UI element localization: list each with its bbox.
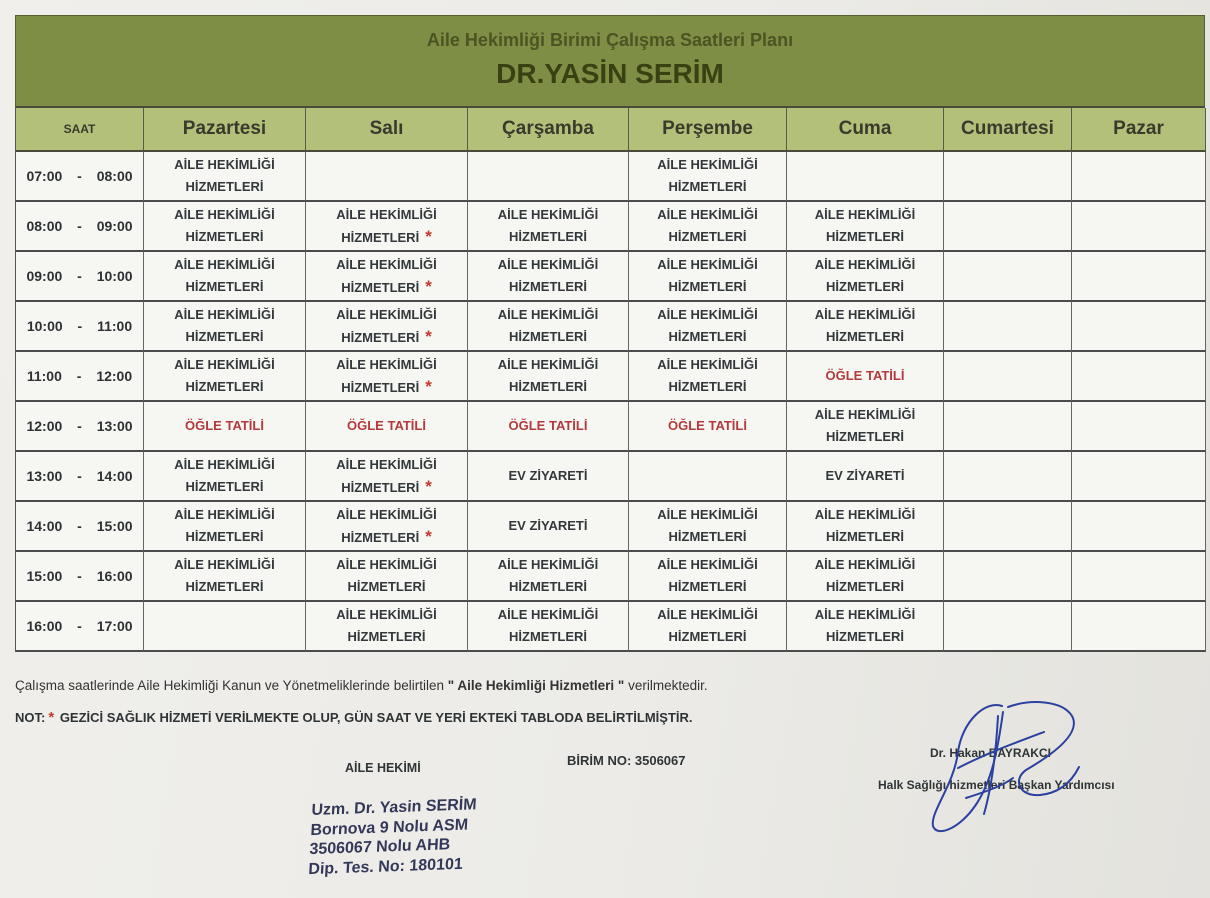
mobile-service-mark: * bbox=[425, 476, 432, 496]
cell-text: AİLE HEKİMLİĞİ bbox=[497, 307, 599, 322]
schedule-cell-cuma bbox=[787, 202, 944, 252]
cell-line bbox=[509, 326, 587, 348]
lunch-break-text: ÖĞLE TATİLİ bbox=[508, 418, 588, 433]
cell-line bbox=[509, 226, 587, 248]
cell-line bbox=[509, 626, 587, 648]
cell-text: HİZMETLERİ bbox=[826, 629, 904, 644]
cell-line bbox=[509, 415, 588, 437]
column-header-carsamba: Çarşamba bbox=[468, 108, 629, 152]
schedule-cell-pazartesi bbox=[144, 352, 306, 402]
schedule-cell-persembe bbox=[629, 402, 787, 452]
cell-text: HİZMETLERİ bbox=[668, 379, 747, 394]
cell-text: HİZMETLERİ bbox=[341, 479, 420, 495]
schedule-cell-pazartesi bbox=[144, 402, 306, 452]
schedule-cell-sali bbox=[306, 502, 468, 552]
schedule-cell-cuma bbox=[787, 252, 944, 302]
cell-line bbox=[669, 326, 747, 348]
cell-line bbox=[186, 226, 264, 248]
schedule-cell-persembe bbox=[629, 552, 787, 602]
cell-text: AİLE HEKİMLİĞİ bbox=[336, 256, 437, 272]
mobile-service-note bbox=[15, 709, 693, 726]
cell-text: AİLE HEKİMLİĞİ bbox=[814, 257, 916, 272]
cell-text: AİLE HEKİMLİĞİ bbox=[657, 607, 758, 622]
schedule-cell-cumartesi bbox=[944, 252, 1072, 302]
cell-line bbox=[498, 204, 598, 226]
cell-text: AİLE HEKİMLİĞİ bbox=[336, 206, 437, 222]
cell-line bbox=[186, 576, 264, 598]
schedule-cell-carsamba bbox=[468, 352, 629, 402]
schedule-cell-sali bbox=[306, 152, 468, 202]
cell-text: HİZMETLERİ bbox=[341, 329, 420, 345]
schedule-cell-pazar bbox=[1072, 402, 1206, 452]
cell-line bbox=[657, 504, 757, 526]
schedule-cell-pazartesi bbox=[144, 302, 306, 352]
mobile-service-mark: * bbox=[425, 226, 432, 246]
cell-line bbox=[826, 426, 904, 448]
cell-text: AİLE HEKİMLİĞİ bbox=[336, 356, 437, 372]
cell-text: AİLE HEKİMLİĞİ bbox=[814, 207, 916, 222]
schedule-cell-cuma bbox=[787, 402, 944, 452]
cell-line bbox=[826, 576, 904, 598]
cell-line bbox=[186, 526, 264, 548]
cell-text: HİZMETLERİ bbox=[826, 279, 904, 294]
cell-text: HİZMETLERİ bbox=[341, 379, 420, 395]
cell-line bbox=[348, 626, 426, 648]
cell-text: HİZMETLERİ bbox=[668, 579, 747, 594]
cell-line bbox=[657, 154, 757, 176]
cell-line bbox=[826, 526, 904, 548]
cell-line bbox=[186, 276, 264, 298]
cell-text: AİLE HEKİMLİĞİ bbox=[657, 357, 758, 372]
schedule-cell-pazartesi bbox=[144, 602, 306, 652]
cell-line bbox=[174, 154, 274, 176]
cell-text: AİLE HEKİMLİĞİ bbox=[174, 207, 275, 222]
cell-line bbox=[336, 204, 436, 226]
schedule-cell-sali bbox=[306, 552, 468, 602]
cell-text: HİZMETLERİ bbox=[509, 229, 587, 244]
schedule-cell-carsamba bbox=[468, 202, 629, 252]
cell-line bbox=[657, 554, 757, 576]
cell-text: HİZMETLERİ bbox=[509, 379, 587, 394]
cell-line bbox=[509, 376, 587, 398]
cell-text: HİZMETLERİ bbox=[185, 329, 264, 344]
mobile-service-mark: * bbox=[425, 326, 432, 346]
schedule-cell-cuma bbox=[787, 502, 944, 552]
stamp-line: 3506067 Nolu AHB bbox=[309, 836, 451, 859]
cell-text: AİLE HEKİMLİĞİ bbox=[174, 157, 275, 172]
lunch-break-text: ÖĞLE TATİLİ bbox=[825, 368, 905, 383]
schedule-cell-pazar bbox=[1072, 352, 1206, 402]
schedule-cell-pazar bbox=[1072, 152, 1206, 202]
schedule-cell-sali bbox=[306, 302, 468, 352]
schedule-document bbox=[15, 15, 1205, 652]
schedule-cell-pazar bbox=[1072, 252, 1206, 302]
schedule-cell-cumartesi bbox=[944, 302, 1072, 352]
cell-text: AİLE HEKİMLİĞİ bbox=[174, 257, 275, 272]
schedule-cell-carsamba bbox=[468, 452, 629, 502]
cell-line bbox=[336, 454, 436, 476]
cell-line bbox=[657, 204, 757, 226]
cell-line bbox=[498, 604, 598, 626]
cell-line bbox=[174, 204, 274, 226]
cell-text: HİZMETLERİ bbox=[826, 229, 904, 244]
cell-text: HİZMETLERİ bbox=[347, 629, 426, 644]
schedule-cell-carsamba bbox=[468, 252, 629, 302]
cell-line bbox=[498, 554, 598, 576]
stamp-line: Bornova 9 Nolu ASM bbox=[310, 816, 469, 839]
schedule-cell-pazartesi bbox=[144, 202, 306, 252]
cell-text: AİLE HEKİMLİĞİ bbox=[497, 607, 599, 622]
document-title: Aile Hekimliği Birimi Çalışma Saatleri Planı bbox=[426, 30, 794, 50]
cell-line bbox=[341, 376, 432, 399]
cell-text: AİLE HEKİMLİĞİ bbox=[814, 557, 916, 572]
time-cell: 12:00 - 13:00 bbox=[16, 402, 144, 452]
unit-number: BİRİM NO: 3506067 bbox=[567, 753, 686, 768]
schedule-cell-pazar bbox=[1072, 502, 1206, 552]
schedule-cell-cumartesi bbox=[944, 602, 1072, 652]
schedule-cell-pazar bbox=[1072, 302, 1206, 352]
stamp-line: Uzm. Dr. Yasin SERİM bbox=[311, 796, 477, 820]
cell-line bbox=[669, 276, 747, 298]
schedule-cell-sali bbox=[306, 252, 468, 302]
official-title: Halk Sağlığı hizmetleri Başkan Yardımcısı bbox=[878, 778, 1115, 792]
cell-line bbox=[336, 354, 436, 376]
cell-line bbox=[341, 476, 432, 499]
cell-line bbox=[336, 504, 436, 526]
cell-line bbox=[498, 254, 598, 276]
cell-text: AİLE HEKİMLİĞİ bbox=[497, 257, 599, 272]
cell-text: HİZMETLERİ bbox=[185, 229, 264, 244]
cell-text: AİLE HEKİMLİĞİ bbox=[657, 207, 758, 222]
cell-line bbox=[815, 204, 915, 226]
schedule-cell-pazar bbox=[1072, 552, 1206, 602]
schedule-cell-sali bbox=[306, 402, 468, 452]
time-cell: 13:00 - 14:00 bbox=[16, 452, 144, 502]
stamp-line: Dip. Tes. No: 180101 bbox=[307, 855, 464, 878]
mobile-service-mark: * bbox=[425, 376, 432, 396]
cell-line bbox=[669, 626, 747, 648]
cell-text: HİZMETLERİ bbox=[509, 629, 587, 644]
cell-text: AİLE HEKİMLİĞİ bbox=[336, 557, 437, 572]
cell-text: HİZMETLERİ bbox=[509, 279, 587, 294]
cell-text: AİLE HEKİMLİĞİ bbox=[814, 507, 916, 522]
cell-text: HİZMETLERİ bbox=[826, 579, 904, 594]
schedule-cell-cumartesi bbox=[944, 152, 1072, 202]
schedule-cell-persembe bbox=[629, 352, 787, 402]
schedule-cell-sali bbox=[306, 452, 468, 502]
schedule-cell-cumartesi bbox=[944, 502, 1072, 552]
schedule-cell-pazartesi bbox=[144, 152, 306, 202]
cell-line bbox=[336, 254, 436, 276]
cell-text: HİZMETLERİ bbox=[668, 629, 747, 644]
cell-text: HİZMETLERİ bbox=[341, 529, 420, 545]
schedule-cell-persembe bbox=[629, 152, 787, 202]
official-name: Dr. Hakan BAYRAKCI bbox=[930, 746, 1051, 760]
cell-line bbox=[657, 254, 757, 276]
doctor-name: DR.YASİN SERİM bbox=[496, 58, 724, 89]
schedule-cell-cumartesi bbox=[944, 552, 1072, 602]
cell-text: AİLE HEKİMLİĞİ bbox=[174, 307, 275, 322]
time-cell: 08:00 - 09:00 bbox=[16, 202, 144, 252]
cell-line bbox=[174, 304, 274, 326]
cell-line bbox=[509, 515, 588, 537]
cell-line bbox=[186, 376, 264, 398]
schedule-cell-pazar bbox=[1072, 452, 1206, 502]
schedule-cell-carsamba bbox=[468, 302, 629, 352]
cell-line bbox=[815, 604, 915, 626]
not-text: GEZİCİ SAĞLIK HİZMETİ VERİLMEKTE OLUP, GÜN SAAT VE YERİ EKTEKİ TABLODA BELİRTİLMİŞTİR. bbox=[59, 710, 693, 725]
schedule-cell-cumartesi bbox=[944, 352, 1072, 402]
service-note-bold: " Aile Hekimliği Hizmetleri " bbox=[447, 678, 625, 693]
schedule-cell-sali bbox=[306, 352, 468, 402]
cell-line bbox=[186, 176, 264, 198]
lunch-break-text: ÖĞLE TATİLİ bbox=[347, 418, 426, 433]
cell-text: AİLE HEKİMLİĞİ bbox=[657, 557, 758, 572]
cell-line bbox=[657, 604, 757, 626]
schedule-cell-persembe bbox=[629, 252, 787, 302]
cell-text: AİLE HEKİMLİĞİ bbox=[497, 357, 599, 372]
cell-line bbox=[174, 504, 274, 526]
cell-line bbox=[336, 554, 436, 576]
column-header-pazar: Pazar bbox=[1072, 108, 1206, 152]
cell-line bbox=[174, 454, 274, 476]
schedule-cell-cuma bbox=[787, 552, 944, 602]
cell-line bbox=[498, 354, 598, 376]
time-cell: 14:00 - 15:00 bbox=[16, 502, 144, 552]
cell-line bbox=[826, 626, 904, 648]
cell-text: AİLE HEKİMLİĞİ bbox=[174, 457, 275, 472]
cell-line bbox=[669, 376, 747, 398]
cell-text: AİLE HEKİMLİĞİ bbox=[657, 307, 758, 322]
cell-text: AİLE HEKİMLİĞİ bbox=[657, 157, 758, 172]
schedule-cell-carsamba bbox=[468, 152, 629, 202]
cell-line bbox=[348, 576, 426, 598]
schedule-cell-persembe bbox=[629, 202, 787, 252]
schedule-cell-pazar bbox=[1072, 602, 1206, 652]
schedule-cell-pazartesi bbox=[144, 552, 306, 602]
cell-text: HİZMETLERİ bbox=[185, 579, 264, 594]
time-cell: 10:00 - 11:00 bbox=[16, 302, 144, 352]
cell-text: HİZMETLERİ bbox=[826, 429, 904, 444]
schedule-cell-persembe bbox=[629, 602, 787, 652]
cell-text: HİZMETLERİ bbox=[185, 379, 264, 394]
cell-line bbox=[669, 526, 747, 548]
cell-text: HİZMETLERİ bbox=[668, 179, 747, 194]
schedule-cell-cumartesi bbox=[944, 202, 1072, 252]
cell-line bbox=[341, 226, 432, 249]
schedule-cell-persembe bbox=[629, 302, 787, 352]
column-header-pazartesi: Pazartesi bbox=[144, 108, 306, 152]
not-label: NOT: bbox=[15, 710, 46, 725]
schedule-cell-carsamba bbox=[468, 602, 629, 652]
cell-text: EV ZİYARETİ bbox=[508, 518, 588, 533]
header-band bbox=[15, 15, 1205, 108]
cell-text: HİZMETLERİ bbox=[668, 329, 747, 344]
cell-text: HİZMETLERİ bbox=[509, 579, 587, 594]
schedule-cell-sali bbox=[306, 602, 468, 652]
cell-text: AİLE HEKİMLİĞİ bbox=[336, 456, 437, 472]
cell-text: HİZMETLERİ bbox=[826, 529, 904, 544]
cell-text: HİZMETLERİ bbox=[185, 179, 264, 194]
schedule-cell-cuma bbox=[787, 452, 944, 502]
cell-line bbox=[174, 254, 274, 276]
family-doctor-label: AİLE HEKİMİ bbox=[345, 761, 421, 775]
time-cell: 15:00 - 16:00 bbox=[16, 552, 144, 602]
cell-text: AİLE HEKİMLİĞİ bbox=[336, 607, 437, 622]
column-header-persembe: Perşembe bbox=[629, 108, 787, 152]
time-cell: 09:00 - 10:00 bbox=[16, 252, 144, 302]
cell-text: EV ZİYARETİ bbox=[508, 468, 588, 483]
column-header-sali: Salı bbox=[306, 108, 468, 152]
schedule-cell-cuma bbox=[787, 352, 944, 402]
mobile-service-mark: * bbox=[425, 276, 432, 296]
schedule-cell-cuma bbox=[787, 302, 944, 352]
cell-text: AİLE HEKİMLİĞİ bbox=[497, 557, 599, 572]
cell-text: AİLE HEKİMLİĞİ bbox=[657, 257, 758, 272]
mobile-service-mark: * bbox=[425, 526, 432, 546]
cell-text: AİLE HEKİMLİĞİ bbox=[657, 507, 758, 522]
cell-line bbox=[815, 254, 915, 276]
schedule-cell-cumartesi bbox=[944, 402, 1072, 452]
cell-text: HİZMETLERİ bbox=[341, 279, 420, 295]
cell-line bbox=[815, 404, 915, 426]
cell-line bbox=[341, 526, 432, 549]
cell-text: HİZMETLERİ bbox=[185, 479, 264, 494]
cell-text: AİLE HEKİMLİĞİ bbox=[814, 607, 916, 622]
cell-line bbox=[657, 354, 757, 376]
schedule-cell-pazartesi bbox=[144, 502, 306, 552]
schedule-cell-pazar bbox=[1072, 202, 1206, 252]
service-note bbox=[15, 678, 708, 693]
cell-line bbox=[657, 304, 757, 326]
cell-line bbox=[815, 504, 915, 526]
cell-text: HİZMETLERİ bbox=[826, 329, 904, 344]
cell-line bbox=[826, 465, 905, 487]
cell-line bbox=[498, 304, 598, 326]
cell-line bbox=[341, 326, 432, 349]
cell-text: AİLE HEKİMLİĞİ bbox=[336, 306, 437, 322]
schedule-cell-cuma bbox=[787, 152, 944, 202]
cell-line bbox=[669, 576, 747, 598]
cell-line bbox=[668, 415, 747, 437]
cell-line bbox=[341, 276, 432, 299]
schedule-cell-persembe bbox=[629, 452, 787, 502]
cell-line bbox=[336, 604, 436, 626]
cell-line bbox=[669, 176, 747, 198]
cell-text: HİZMETLERİ bbox=[668, 279, 747, 294]
time-cell: 07:00 - 08:00 bbox=[16, 152, 144, 202]
cell-text: HİZMETLERİ bbox=[185, 529, 264, 544]
cell-line bbox=[826, 276, 904, 298]
service-note-prefix: Çalışma saatlerinde Aile Hekimliği Kanun ve Yönetmeliklerinde belirtilen bbox=[15, 678, 444, 693]
cell-line bbox=[174, 354, 274, 376]
cell-text: AİLE HEKİMLİĞİ bbox=[814, 407, 916, 422]
schedule-cell-carsamba bbox=[468, 402, 629, 452]
cell-line bbox=[815, 554, 915, 576]
cell-line bbox=[826, 365, 905, 387]
cell-line bbox=[826, 326, 904, 348]
column-header-cuma: Cuma bbox=[787, 108, 944, 152]
cell-line bbox=[815, 304, 915, 326]
schedule-table bbox=[15, 108, 1205, 652]
column-header-saat: SAAT bbox=[16, 108, 144, 152]
schedule-cell-persembe bbox=[629, 502, 787, 552]
cell-text: HİZMETLERİ bbox=[347, 579, 426, 594]
cell-text: AİLE HEKİMLİĞİ bbox=[174, 357, 275, 372]
time-cell: 16:00 - 17:00 bbox=[16, 602, 144, 652]
cell-text: AİLE HEKİMLİĞİ bbox=[174, 557, 275, 572]
cell-line bbox=[347, 415, 426, 437]
cell-line bbox=[509, 465, 588, 487]
cell-text: HİZMETLERİ bbox=[668, 229, 747, 244]
cell-text: HİZMETLERİ bbox=[341, 229, 420, 245]
schedule-cell-cuma bbox=[787, 602, 944, 652]
cell-text: AİLE HEKİMLİĞİ bbox=[174, 507, 275, 522]
doctor-stamp bbox=[308, 795, 477, 879]
schedule-cell-carsamba bbox=[468, 552, 629, 602]
cell-text: HİZMETLERİ bbox=[668, 529, 747, 544]
schedule-cell-carsamba bbox=[468, 502, 629, 552]
asterisk-mark: * bbox=[48, 709, 55, 726]
time-cell: 11:00 - 12:00 bbox=[16, 352, 144, 402]
cell-line bbox=[336, 304, 436, 326]
schedule-cell-cumartesi bbox=[944, 452, 1072, 502]
cell-line bbox=[185, 415, 264, 437]
cell-line bbox=[669, 226, 747, 248]
cell-line bbox=[186, 326, 264, 348]
lunch-break-text: ÖĞLE TATİLİ bbox=[668, 418, 747, 433]
column-header-cumartesi: Cumartesi bbox=[944, 108, 1072, 152]
cell-line bbox=[509, 576, 587, 598]
cell-text: AİLE HEKİMLİĞİ bbox=[497, 207, 599, 222]
schedule-cell-pazartesi bbox=[144, 452, 306, 502]
lunch-break-text: ÖĞLE TATİLİ bbox=[185, 418, 264, 433]
service-note-suffix: verilmektedir. bbox=[628, 678, 708, 693]
cell-line bbox=[826, 226, 904, 248]
cell-line bbox=[509, 276, 587, 298]
cell-text: HİZMETLERİ bbox=[185, 279, 264, 294]
schedule-cell-sali bbox=[306, 202, 468, 252]
cell-text: HİZMETLERİ bbox=[509, 329, 587, 344]
cell-text: AİLE HEKİMLİĞİ bbox=[336, 506, 437, 522]
cell-line bbox=[174, 554, 274, 576]
cell-text: AİLE HEKİMLİĞİ bbox=[814, 307, 916, 322]
schedule-cell-pazartesi bbox=[144, 252, 306, 302]
cell-text: EV ZİYARETİ bbox=[825, 468, 905, 483]
cell-line bbox=[186, 476, 264, 498]
